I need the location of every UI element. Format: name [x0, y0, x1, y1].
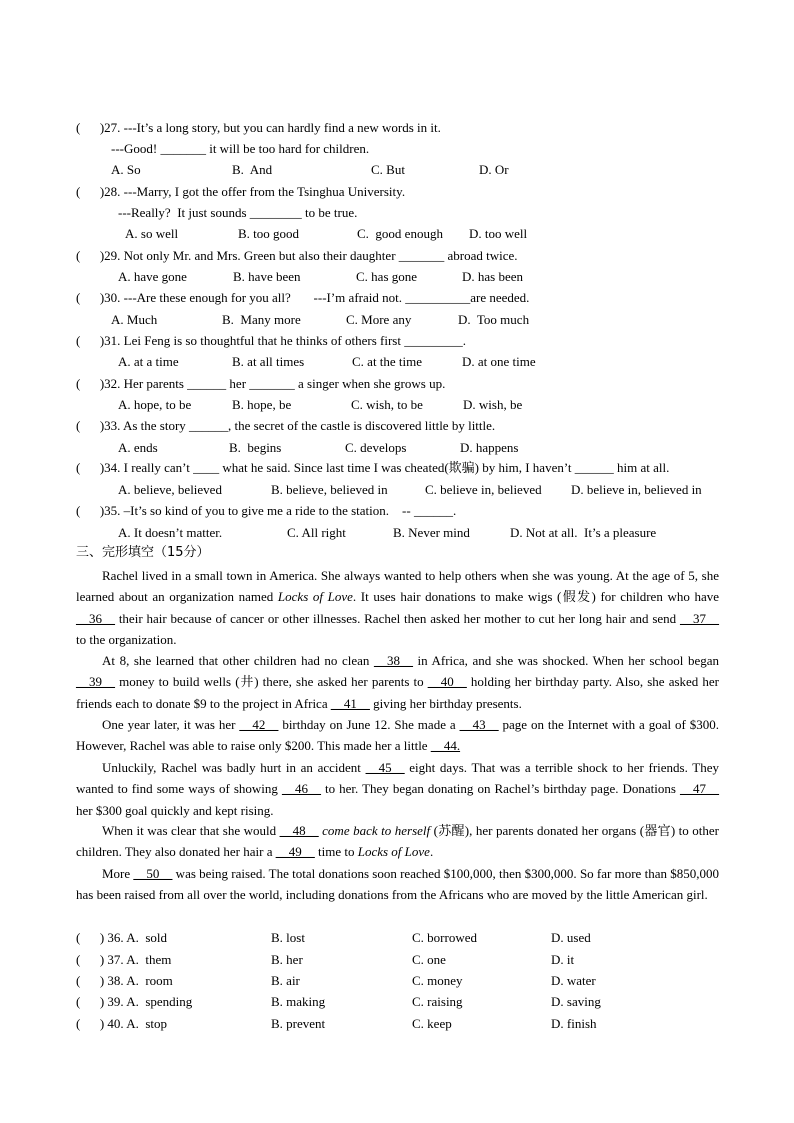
choice-40-a: ( ) 40. A. stop [76, 1016, 167, 1031]
question-33-option-b: B. begins [229, 440, 282, 455]
question-34-option-c: C. believe in, believed [425, 482, 542, 497]
choice-38-d: D. water [551, 973, 596, 988]
question-31-option-b: B. at all times [232, 354, 305, 369]
question-27-stem: ( )27. ---It’s a long story, but you can hardly find a new words in it. [76, 120, 441, 135]
question-28-stem: ( )28. ---Marry, I got the offer from the Tsinghua University. [76, 184, 406, 199]
choice-37-d: D. it [551, 952, 575, 967]
question-30-stem: ( )30. ---Are these enough for you all? ---I’m afraid not. __________are needed. [76, 290, 530, 305]
choice-38-c: C. money [412, 973, 463, 988]
question-35-option-c: C. All right [287, 525, 346, 540]
section-heading: 三、完形填空（15分） [76, 545, 210, 560]
question-27-option-d: D. Or [479, 162, 509, 177]
question-28-option-d: D. too well [469, 226, 528, 241]
question-34-option-d: D. believe in, believed in [571, 482, 702, 497]
answer-blank[interactable]: __49__ [275, 844, 315, 860]
question-32-option-d: D. wish, be [463, 397, 523, 412]
passage-paragraph: More __50__ was being raised. The total donations soon reached $100,000, then $300,000. So far more than $850,000 has been raised from all over the world, including donations from the Africans who are moved by the little American girl. [76, 866, 719, 903]
question-33-option-c: C. develops [345, 440, 407, 455]
question-32-stem: ( )32. Her parents ______ her _______ a singer when she grows up. [76, 376, 446, 391]
question-27-option-a: A. So [111, 162, 141, 177]
choice-40-b: B. prevent [271, 1016, 326, 1031]
question-35-stem: ( )35. –It’s so kind of you to give me a ride to the station. -- ______. [76, 503, 457, 518]
passage-paragraph: At 8, she learned that other children had no clean __38__ in Africa, and she was shocked. When her school began __39__ money to build wells (井) there, she asked her parents to __40__ holding her birthday party. Also, she asked her friends each to donate $9 to the project in Africa __41__ giving her birthday presents. [76, 653, 719, 711]
answer-blank[interactable]: __38__ [373, 653, 413, 668]
question-29-stem: ( )29. Not only Mr. and Mrs. Green but also their daughter _______ abroad twice. [76, 248, 518, 263]
question-31-stem: ( )31. Lei Feng is so thoughtful that he thinks of others first _________. [76, 333, 466, 348]
question-35-option-d: D. Not at all. It’s a pleasure [510, 525, 657, 540]
choice-40-c: C. keep [412, 1016, 452, 1031]
question-29-option-c: C. has gone [356, 269, 418, 284]
question-30-option-d: D. Too much [458, 312, 530, 327]
answer-blank[interactable]: __39__ [76, 674, 115, 690]
question-30-option-c: C. More any [346, 312, 412, 327]
question-32-option-c: C. wish, to be [351, 397, 423, 412]
question-35-option-a: A. It doesn’t matter. [118, 525, 223, 540]
question-28-option-b: B. too good [238, 226, 300, 241]
choice-38-b: B. air [271, 973, 300, 988]
question-28-option-c: C. good enough [357, 226, 443, 241]
choice-36-c: C. borrowed [412, 930, 477, 945]
question-29-option-a: A. have gone [118, 269, 187, 284]
question-34-option-a: A. believe, believed [118, 482, 222, 497]
choice-36-a: ( ) 36. A. sold [76, 930, 167, 945]
italic-term: Locks of Love [277, 589, 353, 605]
choice-39-c: C. raising [412, 994, 463, 1009]
choice-36-b: B. lost [271, 930, 305, 945]
question-33-option-d: D. happens [460, 440, 519, 455]
question-27-option-b: B. And [232, 162, 273, 177]
question-29-option-d: D. has been [462, 269, 524, 284]
question-27-stem-reply: ---Good! _______ it will be too hard for children. [111, 141, 370, 156]
question-31-option-c: C. at the time [352, 354, 423, 369]
choice-40-d: D. finish [551, 1016, 597, 1031]
passage-paragraph: Unluckily, Rachel was badly hurt in an accident __45__ eight days. That was a terrible shock to her friends. They wanted to find some ways of showing __46__ to her. They began donating on Rachel’s birthday page. Donations __47__ her $300 goal quickly and kept rising. [76, 760, 720, 818]
choice-37-b: B. her [271, 952, 303, 967]
answer-blank[interactable]: __43__ [459, 717, 499, 732]
question-27-option-c: C. But [371, 162, 405, 177]
answer-blank[interactable]: __47__ [680, 781, 720, 797]
choice-38-a: ( ) 38. A. room [76, 973, 173, 988]
passage-paragraph: Rachel lived in a small town in America. She always wanted to help others when she was young. At the age of 5, she learned about an organization named Locks of Love. It uses hair donations to make wigs (假发) for children who have __36__ their hair because of cancer or other illnesses. Rachel then asked her mother to cut her long hair and send __37__ to the organization. [76, 568, 719, 648]
question-32-option-b: B. hope, be [232, 397, 292, 412]
question-35-option-b: B. Never mind [393, 525, 470, 540]
answer-blank[interactable]: __42__ [239, 717, 279, 732]
answer-blank[interactable]: __50__ [133, 866, 173, 881]
question-31-option-d: D. at one time [462, 354, 536, 369]
passage-paragraph: One year later, it was her __42__ birthday on June 12. She made a __43__ page on the Internet with a goal of $300. However, Rachel was able to raise only $200. This made her a little __44. [76, 717, 720, 754]
answer-blank[interactable]: __48__ [279, 823, 319, 838]
answer-blank[interactable]: __40__ [427, 674, 467, 690]
choice-39-a: ( ) 39. A. spending [76, 994, 193, 1009]
question-30-option-a: A. Much [111, 312, 158, 327]
passage-paragraph: When it was clear that she would __48__ come back to herself (苏醒), her parents donated her organs (器官) to other children. They also donated her hair a __49__ time to Locks of Love. [76, 823, 720, 860]
question-34-option-b: B. believe, believed in [271, 482, 388, 497]
question-30-option-b: B. Many more [222, 312, 301, 327]
question-31-option-a: A. at a time [118, 354, 179, 369]
answer-blank[interactable]: __44. [430, 738, 461, 754]
choice-39-d: D. saving [551, 994, 601, 1009]
answer-blank[interactable]: __46__ [281, 781, 321, 797]
italic-term: come back to herself [322, 823, 431, 838]
choice-37-c: C. one [412, 952, 446, 967]
question-28-stem-reply: ---Really? It just sounds ________ to be true. [118, 205, 358, 220]
question-33-option-a: A. ends [118, 440, 158, 455]
answer-blank[interactable]: __41__ [330, 695, 370, 711]
question-33-stem: ( )33. As the story ______, the secret of the castle is discovered little by little. [76, 418, 496, 433]
answer-blank[interactable]: __45__ [365, 760, 405, 775]
question-34-stem: ( )34. I really can’t ____ what he said. Since last time I was cheated(欺骗) by him, I haven’t ______ him at all. [76, 460, 670, 475]
italic-term: Locks of Love [357, 844, 430, 860]
choice-36-d: D. used [551, 930, 591, 945]
question-29-option-b: B. have been [233, 269, 301, 284]
answer-blank[interactable]: __37__ [680, 610, 719, 626]
choice-39-b: B. making [271, 994, 326, 1009]
question-32-option-a: A. hope, to be [118, 397, 192, 412]
answer-blank[interactable]: __36__ [76, 610, 115, 626]
question-28-option-a: A. so well [125, 226, 179, 241]
choice-37-a: ( ) 37. A. them [76, 952, 172, 967]
